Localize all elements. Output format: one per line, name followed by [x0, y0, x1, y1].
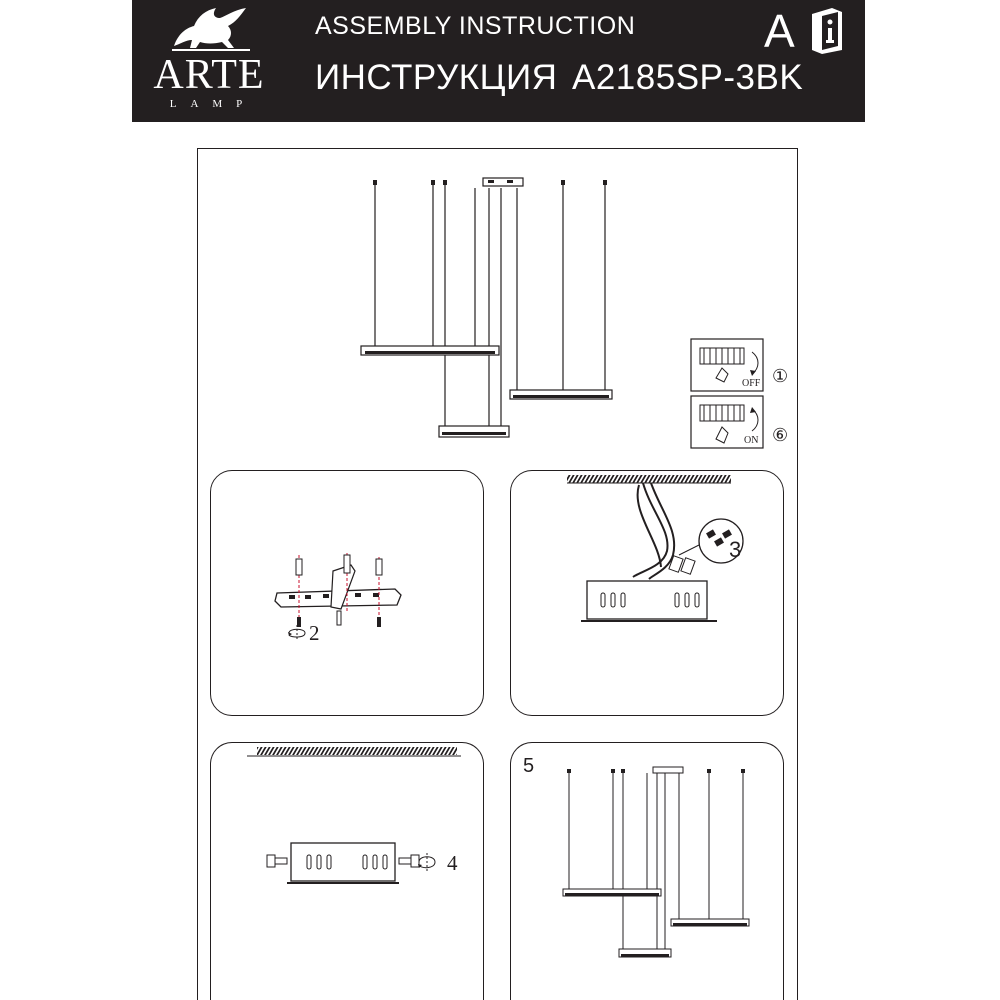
pendant-overview-diagram [355, 172, 620, 447]
light-bar-lower [439, 426, 509, 437]
step-2-panel [210, 470, 484, 716]
screw-right [399, 855, 419, 867]
step-2-number: 2 [309, 621, 320, 645]
step-4-panel [210, 742, 484, 1000]
griffin-logo-icon [168, 6, 254, 52]
step-5-number: 5 [523, 755, 535, 777]
wiring-diagram [511, 471, 785, 717]
terminal-switch-on-diagram [690, 395, 790, 451]
step-6-marker: ⑥ [772, 425, 789, 445]
title-english: ASSEMBLY INSTRUCTION [315, 12, 636, 40]
info-book-icon [808, 6, 848, 54]
switch-off-label: OFF [742, 378, 761, 389]
rotate-arrow-icon [285, 623, 309, 643]
pendant-hanging-diagram [557, 761, 757, 961]
step-3-number: 3 [729, 537, 742, 562]
step-5-panel [510, 742, 784, 1000]
brand-logo [150, 6, 270, 116]
screw-left [267, 855, 287, 867]
brand-name: ARTE [153, 52, 265, 98]
terminal-switch-off-diagram [690, 338, 790, 394]
step-4-number: 4 [447, 851, 458, 875]
model-number: A2185SP-3BK [572, 58, 804, 97]
language-mark: A [764, 5, 795, 57]
step-3-panel [510, 470, 784, 716]
brand-subtitle: LAMP [169, 98, 257, 110]
switch-on-label: ON [744, 435, 759, 446]
title-russian: ИНСТРУКЦИЯ [315, 58, 558, 97]
ceiling-mount-diagram [211, 743, 485, 943]
header-banner [132, 0, 865, 122]
step-1-marker: ① [772, 366, 789, 386]
